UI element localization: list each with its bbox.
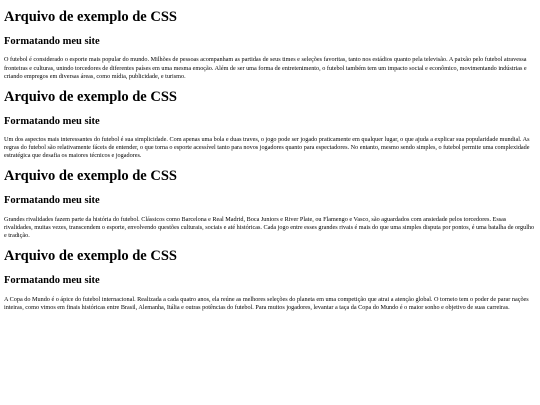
page-subtitle: Formatando meu site — [4, 274, 100, 286]
page-subtitle: Formatando meu site — [4, 195, 100, 207]
paragraph-text: O futebol é considerado o esporte mais popular do mundo. Milhões de pessoas acompanham as partidas de seus times e seleções favoritas, tanto nos estádios quanto pela televisão. A paixão pelo futebol atravessa fronteiras e culturas, unindo torcedores de diferentes países em uma mesma emoção. Além de ser uma forma de entretenimento, o futebol também tem um impacto social e econômico, movimentando indústrias e criando empregos em diversas áreas, como mídia, publicidade, e turismo. — [4, 56, 527, 80]
content-section-3 — [4, 169, 536, 240]
page-title: Arquivo de exemplo de CSS — [4, 168, 177, 185]
page-title: Arquivo de exemplo de CSS — [4, 248, 177, 265]
page-title: Arquivo de exemplo de CSS — [4, 9, 177, 25]
paragraph-text: A Copa do Mundo é o ápice do futebol internacional. Realizada a cada quatro anos, ela reúne as melhores seleções do planeta em uma competição que atrai a atenção global. O torneio tem o poder de parar nações inteiras, como vimos em finais históricas entre Brasil, Alemanha, Itália e outras potências do futebol. Para muitos jogadores, levantar a taça da Copa do Mundo é o maior sonho e objetivo de suas carreiras. — [4, 295, 529, 311]
content-section-4 — [4, 249, 536, 312]
paragraph-text: Grandes rivalidades fazem parte da história do futebol. Clássicos como Barcelona e Real Madrid, Boca Juniors e River Plate, ou Flamengo e Vasco, são aguardados com ansiedade pelos torcedores. Essas rivalidades, muitas vezes, transcendem o esporte, envolvendo questões culturais, sociais e até históricas. Cada jogo entre esses grandes rivais é mais do que uma simples disputa por pontos, é uma batalha de orgulho e tradição. — [4, 215, 535, 239]
page-title: Arquivo de exemplo de CSS — [4, 88, 177, 105]
paragraph-text: Um dos aspectos mais interessantes do futebol é sua simplicidade. Com apenas uma bola e duas traves, o jogo pode ser jogado praticamente em qualquer lugar, o que ajuda a explicar sua popularidade mundial. As regras do futebol são relativamente fáceis de entender, o que torna o esporte acessível tanto para novos jogadores quanto para espectadores. No entanto, mesmo sendo simples, o futebol permite uma complexidade estratégica que desafia os maiores técnicos e jogadores. — [4, 136, 530, 160]
page-content — [4, 10, 536, 312]
page-subtitle: Formatando meu site — [4, 35, 100, 47]
content-section-2 — [4, 90, 536, 161]
content-section-1 — [4, 10, 536, 81]
page-subtitle: Formatando meu site — [4, 115, 100, 127]
